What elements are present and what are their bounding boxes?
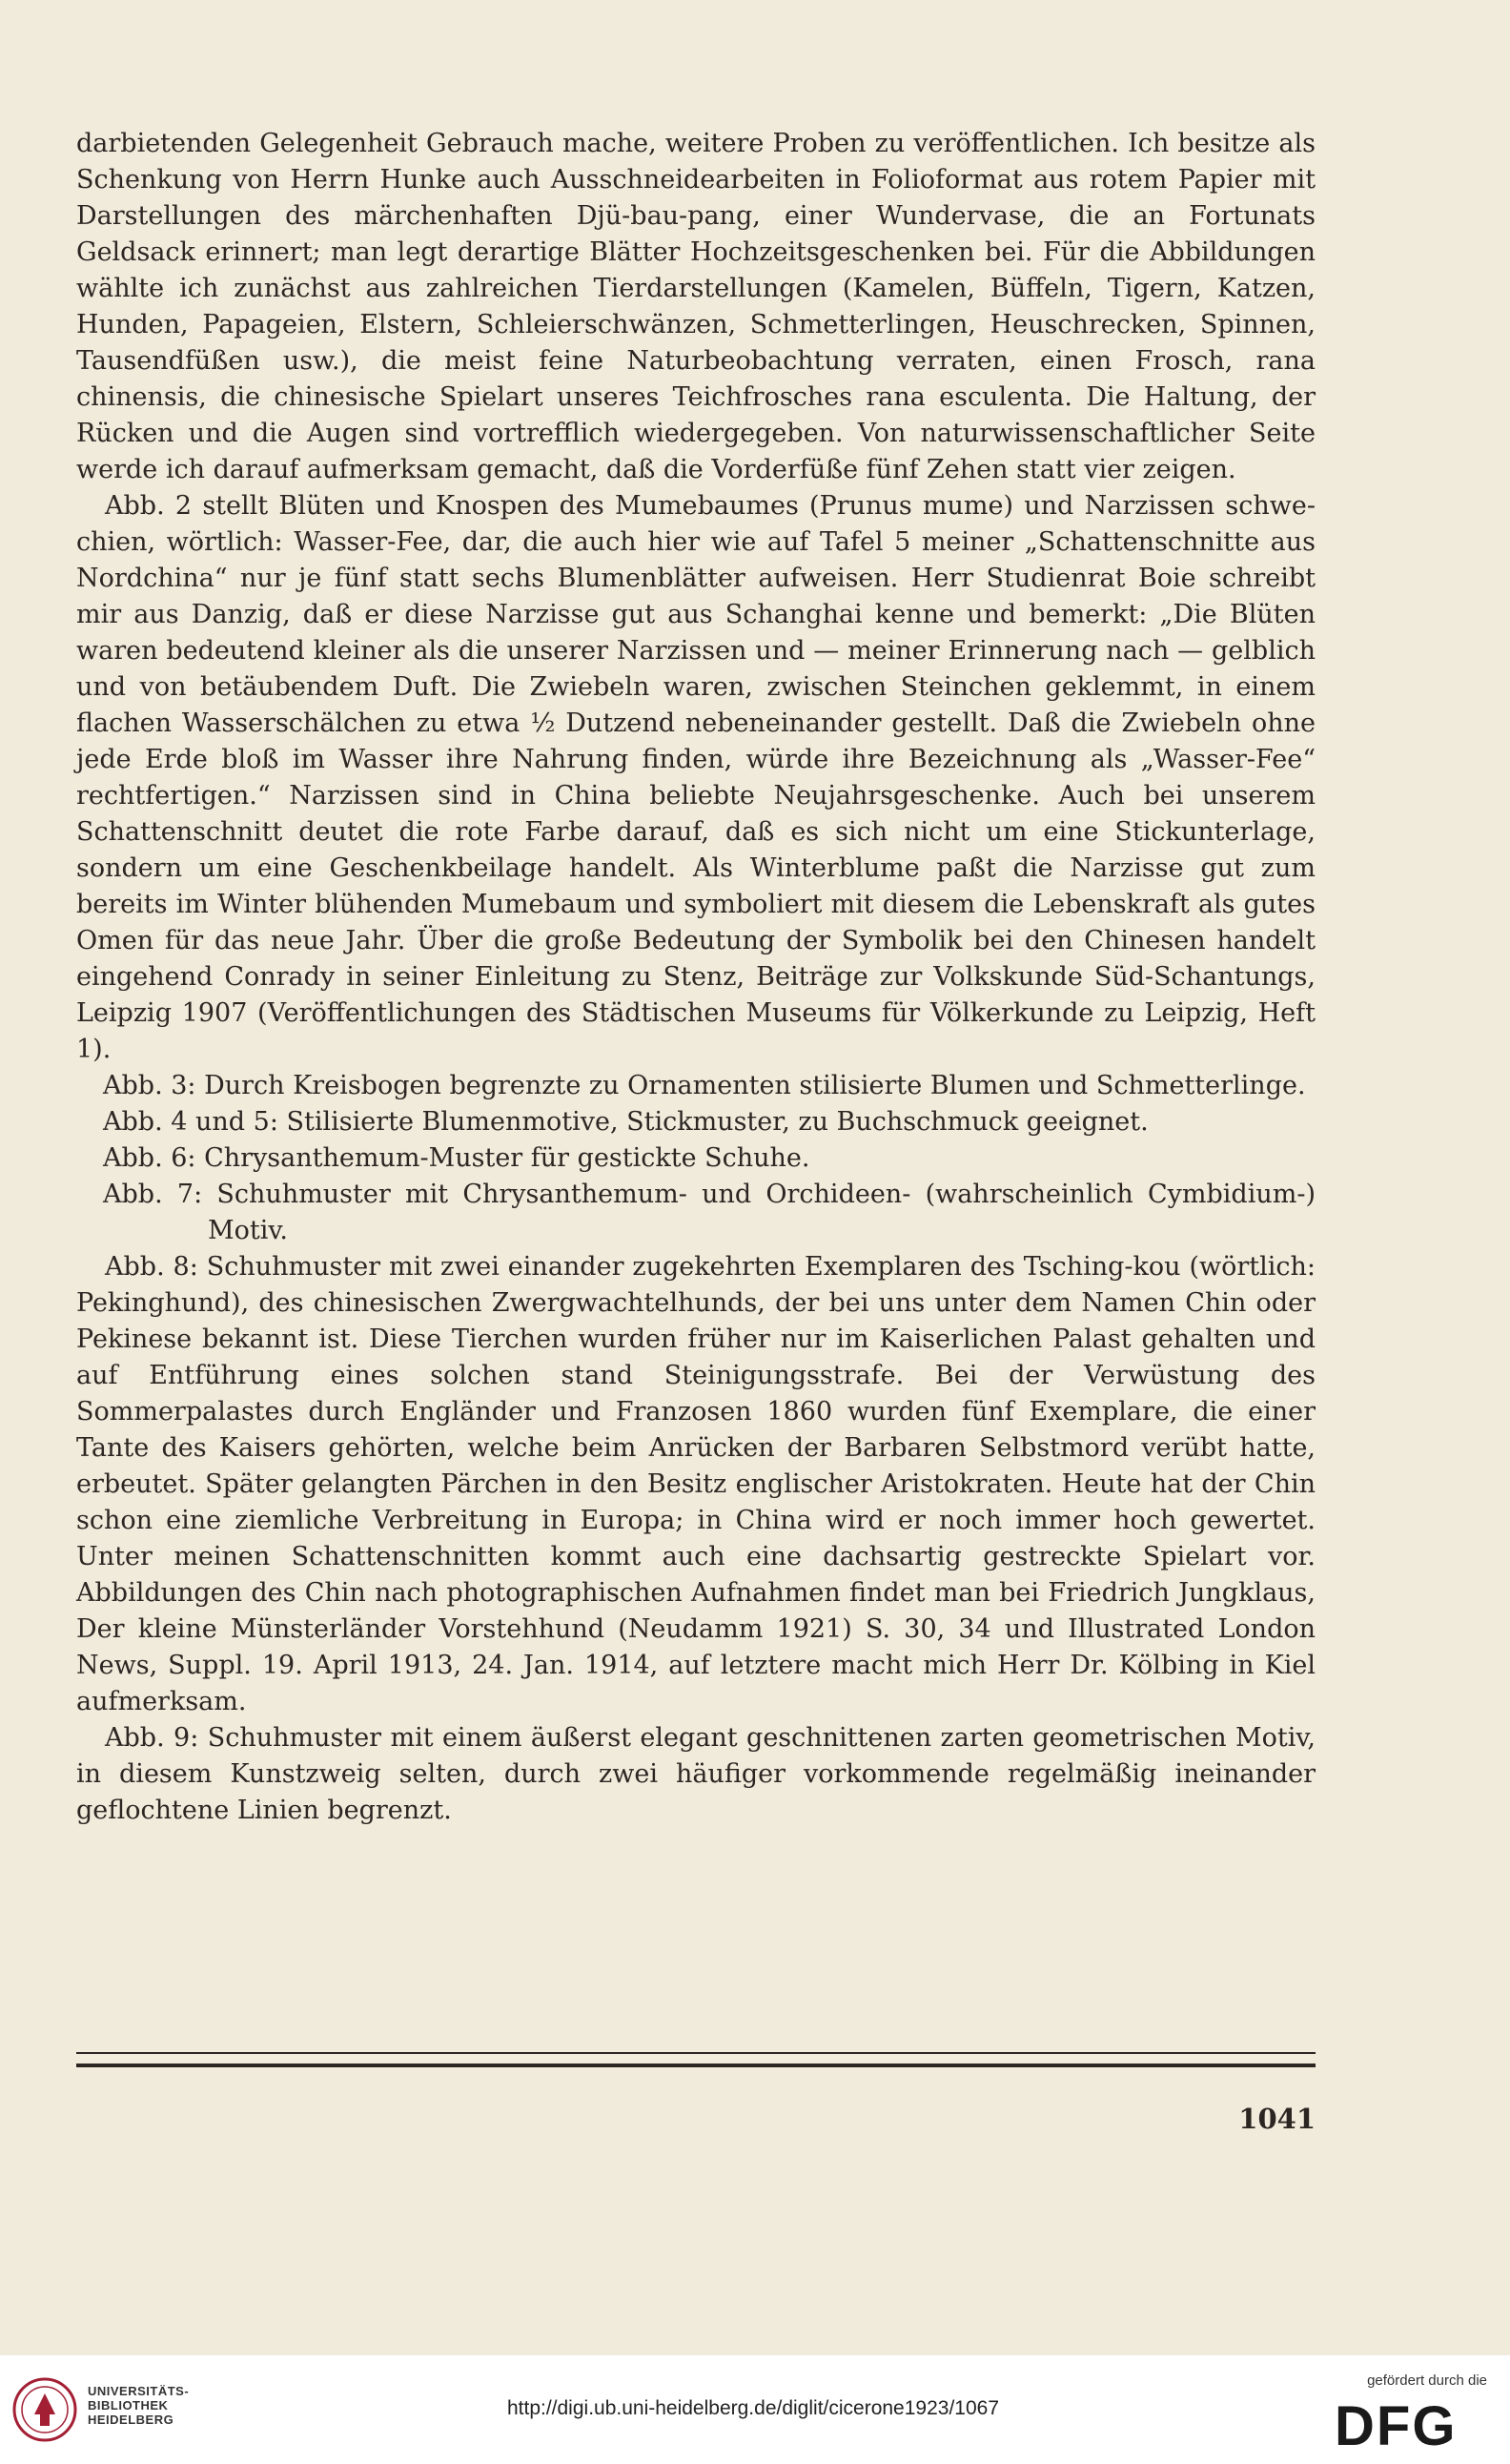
divider-thin bbox=[76, 2052, 1316, 2054]
funding-caption: gefördert durch die bbox=[1367, 2372, 1487, 2389]
paragraph-abb4-5: Abb. 4 und 5: Stilisierte Blumenmotive, Stickmuster, zu Buchschmuck geeignet. bbox=[103, 1107, 1149, 1137]
library-name bbox=[88, 2384, 189, 2427]
paragraph-abb6: Abb. 6: Chrysanthemum-Muster für gestickte Schuhe. bbox=[103, 1143, 810, 1173]
paragraph-abb9: Abb. 9: Schuhmuster mit einem äußerst elegant geschnittenen zarten geometrischen Motiv, in diesem Kunstzweig selten, durch zwei häufiger vorkommende regelmäßig ineinander geflochtene Linien begrenzt. bbox=[76, 1723, 1316, 1825]
paragraph-intro: darbietenden Gelegenheit Gebrauch mache, weitere Proben zu veröffentlichen. Ich besitze als Schenkung von Herrn Hunke auch Ausschneidearbeiten in Folioformat aus rotem Papier mit Darstellungen des märchenhaften Djü-bau-pang, einer Wundervase, die an Fortunats Geldsack erinnert; man legt derartige Blätter Hochzeitsgeschenken bei. Für die Abbildungen wählte ich zunächst aus zahlreichen Tierdarstellungen (Kamelen, Büffeln, Tigern, Katzen, Hunden, Papageien, Elstern, Schleierschwänzen, Schmetterlingen, Heuschrecken, Spinnen, Tausendfüßen usw.), die meist feine Naturbeobachtung verraten, einen Frosch, rana chinensis, die chinesische Spielart unseres Teichfrosches rana esculenta. Die Haltung, der Rücken und die Augen sind vortrefflich wiedergegeben. Von naturwissenschaftlicher Seite werde ich darauf aufmerksam gemacht, daß die Vorderfüße fünf Zehen statt vier zeigen. bbox=[76, 129, 1316, 484]
university-seal-icon bbox=[11, 2376, 78, 2443]
dfg-logo-text: DFG bbox=[1335, 2395, 1458, 2453]
permalink[interactable]: http://digi.ub.uni-heidelberg.de/diglit/cicerone1923/1067 bbox=[506, 2397, 1000, 2419]
paragraph-abb7: Abb. 7: Schuhmuster mit Chrysanthemum- und Orchideen- (wahrscheinlich Cymbidium-) Motiv. bbox=[103, 1180, 1316, 1245]
paragraph-abb2: Abb. 2 stellt Blüten und Knospen des Mumebaumes (Prunus mume) und Narzissen schwe-chien, wörtlich: Wasser-Fee, dar, die auch hier wie auf Tafel 5 meiner „Schattenschnitte aus Nordchina“ nur je fünf statt sechs Blumenblätter aufweisen. Herr Studienrat Boie schreibt mir aus Danzig, daß er diese Narzisse gut aus Schanghai kenne und bemerkt: „Die Blüten waren bedeutend kleiner als die unserer Narzissen und — meiner Erinnerung nach — gelblich und von betäubendem Duft. Die Zwiebeln waren, zwischen Steinchen geklemmt, in einem flachen Wasserschälchen zu etwa ½ Dutzend nebeneinander gestellt. Daß die Zwiebeln ohne jede Erde bloß im Wasser ihre Nahrung finden, würde ihre Bezeichnung als „Wasser-Fee“ rechtfertigen.“ Narzissen sind in China beliebte Neujahrsgeschenke. Auch bei unserem Schattenschnitt deutet die rote Farbe darauf, daß es sich nicht um eine Stickunterlage, sondern um eine Geschenkbeilage handelt. Als Winterblume paßt die Narzisse gut zum bereits im Winter blühenden Mumebaum und symboliert mit diesem die Lebenskraft als gutes Omen für das neue Jahr. Über die große Bedeutung der Symbolik bei den Chinesen handelt eingehend Conrady in seiner Einleitung zu Stenz, Beiträge zur Volkskunde Süd-Schantungs, Leipzig 1907 (Veröffentlichungen des Städtischen Museums für Völkerkunde zu Leipzig, Heft 1). bbox=[76, 491, 1316, 1064]
divider-thick bbox=[76, 2064, 1316, 2067]
library-name-line2: BIBLIOTHEK bbox=[88, 2398, 169, 2413]
paragraph-abb3: Abb. 3: Durch Kreisbogen begrenzte zu Ornamenten stilisierte Blumen und Schmetterlinge. bbox=[103, 1071, 1306, 1100]
library-name-line1: UNIVERSITÄTS- bbox=[88, 2384, 190, 2398]
library-name-line3: HEIDELBERG bbox=[88, 2413, 174, 2427]
dfg-logo-icon bbox=[1335, 2395, 1491, 2453]
page-number: 1041 bbox=[1238, 2103, 1316, 2135]
digitization-footer bbox=[0, 2355, 1510, 2464]
paragraph-abb8: Abb. 8: Schuhmuster mit zwei einander zugekehrten Exemplaren des Tsching-kou (wörtlich: Pekinghund), des chinesischen Zwergwachtelhunds, der bei uns unter dem Namen Chin oder Pekinese bekannt ist. Diese Tierchen wurden früher nur im Kaiserlichen Palast gehalten und auf Entführung eines solchen stand Steinigungsstrafe. Bei der Verwüstung des Sommerpalastes durch Engländer und Franzosen 1860 wurden fünf Exemplare, die einer Tante des Kaisers gehörten, welche beim Anrücken der Barbaren Selbstmord verübt hatte, erbeutet. Später gelangten Pärchen in den Besitz englischer Aristokraten. Heute hat der Chin schon eine ziemliche Verbreitung in Europa; in China wird er noch immer hoch gewertet. Unter meinen Schattenschnitten kommt auch eine dachsartig gestreckte Spielart vor. Abbildungen des Chin nach photographischen Aufnahmen findet man bei Friedrich Jungklaus, Der kleine Münsterländer Vorstehhund (Neudamm 1921) S. 30, 34 und Illustrated London News, Suppl. 19. April 1913, 24. Jan. 1914, auf letztere macht mich Herr Dr. Kölbing in Kiel aufmerksam. bbox=[76, 1252, 1316, 1716]
body-text bbox=[76, 126, 1316, 1829]
